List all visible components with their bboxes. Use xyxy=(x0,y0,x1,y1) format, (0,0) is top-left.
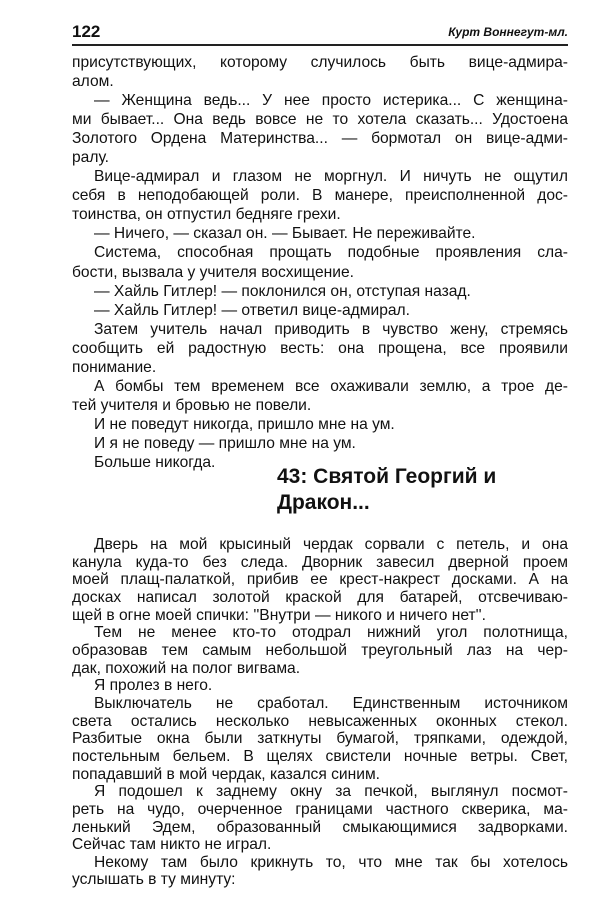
paragraph xyxy=(72,53,568,91)
text-line: Сейчас там никто не играл. xyxy=(72,836,272,854)
text-line: алом. xyxy=(72,73,114,91)
text-line: Больше никогда. xyxy=(94,453,216,471)
text-line: Золотого Ордена Материнства... — бормотал он вице-адми- xyxy=(72,130,568,148)
paragraph xyxy=(72,536,568,624)
text-line: Некому там было крикнуть то, что мне так бы хотелось xyxy=(94,853,568,871)
text-line: Тем не менее кто-то отодрал нижний угол полотнища, xyxy=(94,624,568,642)
chapter-title-line: 43: Святой Георгий и xyxy=(277,465,497,488)
paragraph xyxy=(72,301,568,320)
paragraph xyxy=(72,377,568,415)
paragraph xyxy=(72,320,568,377)
text-line: услышать в ту минуту: xyxy=(72,871,236,889)
text-line: понимание. xyxy=(72,358,157,376)
text-line: И я не поведу — пришло мне на ум. xyxy=(94,434,356,452)
text-line: Система, способная прощать подобные проявления сла- xyxy=(94,244,568,262)
text-line: тоинства, он отпустил бедняге грехи. xyxy=(72,206,341,224)
text-line: ми бывает... Она ведь вовсе не то хотела сказать... Удостоена xyxy=(72,111,568,129)
text-line: Выключатель не сработал. Единственным источником xyxy=(94,694,568,712)
text-line: реть на чудо, очерченное границами частного скверика, ма- xyxy=(72,800,568,818)
text-line: канула куда-то без следа. Дворник завесил дверной проем xyxy=(72,553,568,571)
text-line: — Ничего, — сказал он. — Бывает. Не переживайте. xyxy=(94,225,476,243)
paragraph xyxy=(72,243,568,281)
text-line: Затем учитель начал приводить в чувство жену, стремясь xyxy=(94,320,568,338)
page-number: 122 xyxy=(72,22,101,41)
paragraph xyxy=(72,91,568,167)
chapter-title xyxy=(277,464,496,516)
paragraph xyxy=(72,854,568,889)
paragraph xyxy=(72,783,568,854)
text-block-bottom xyxy=(72,536,568,889)
text-line: попадавший в мой чердак, казался синим. xyxy=(72,765,381,783)
text-line: И не поведут никогда, пришло мне на ум. xyxy=(94,415,395,433)
text-line: — Женщина ведь... У нее просто истерика... С женщина- xyxy=(94,92,568,110)
text-line: тей учителя и бровью не повели. xyxy=(72,396,312,414)
text-line: щей в огне моей спички: ''Внутри — никого и ничего нет''. xyxy=(72,606,486,624)
text-line: — Хайль Гитлер! — поклонился он, отступая назад. xyxy=(94,282,471,300)
text-line: света остались несколько невысаженных оконных стекол. xyxy=(72,712,568,730)
text-line: Дверь на мой крысиный чердак сорвали с петель, и она xyxy=(94,536,568,553)
text-line: образовав тем самым небольшой треугольный лаз на чер- xyxy=(72,641,568,659)
text-line: А бомбы тем временем все охаживали землю, а трое де- xyxy=(94,377,568,395)
paragraph xyxy=(72,282,568,301)
text-line: Я подошел к заднему окну за печкой, выглянул посмот- xyxy=(94,783,568,801)
paragraph xyxy=(72,167,568,224)
paragraph xyxy=(72,624,568,677)
text-line: дак, похожий на полог вигвама. xyxy=(72,659,301,677)
text-line: ленький Эдем, образованный смыкающимися задворками. xyxy=(72,818,568,836)
text-line: постельным бельем. В щелях свистели ночные ветры. Свет, xyxy=(72,747,568,765)
text-line: досках написал золотой краской для батарей, отсвечиваю- xyxy=(72,588,568,606)
text-block-top xyxy=(72,53,568,472)
text-line: сообщить ей радостную весть: она прощена, все проявили xyxy=(72,339,568,357)
text-line: — Хайль Гитлер! — ответил вице-адмирал. xyxy=(94,301,410,319)
text-line: моей плащ-палаткой, прибив ее крест-накрест досками. А на xyxy=(72,571,568,589)
text-line: себя в неподобающей роли. В манере, преисполненной дос- xyxy=(72,187,568,205)
paragraph xyxy=(72,695,568,783)
text-line: бости, вызвала у учителя восхищение. xyxy=(72,263,354,281)
text-line: ралу. xyxy=(72,149,110,167)
text-line: Вице-адмирал и глазом не моргнул. И ничуть не ощутил xyxy=(94,168,568,186)
running-head: Курт Воннегут-мл. xyxy=(448,25,568,39)
text-line: Разбитые окна были заткнуты бумагой, тряпками, одеждой, xyxy=(72,730,568,748)
paragraph xyxy=(72,224,568,243)
text-line: Я пролез в него. xyxy=(94,677,213,695)
paragraph xyxy=(72,434,568,453)
paragraph xyxy=(72,677,568,695)
chapter-title-line: Дракон... xyxy=(277,491,370,514)
page-header xyxy=(72,22,568,46)
text-line: присутствующих, которому случилось быть вице-адмира- xyxy=(72,54,568,71)
paragraph xyxy=(72,415,568,434)
